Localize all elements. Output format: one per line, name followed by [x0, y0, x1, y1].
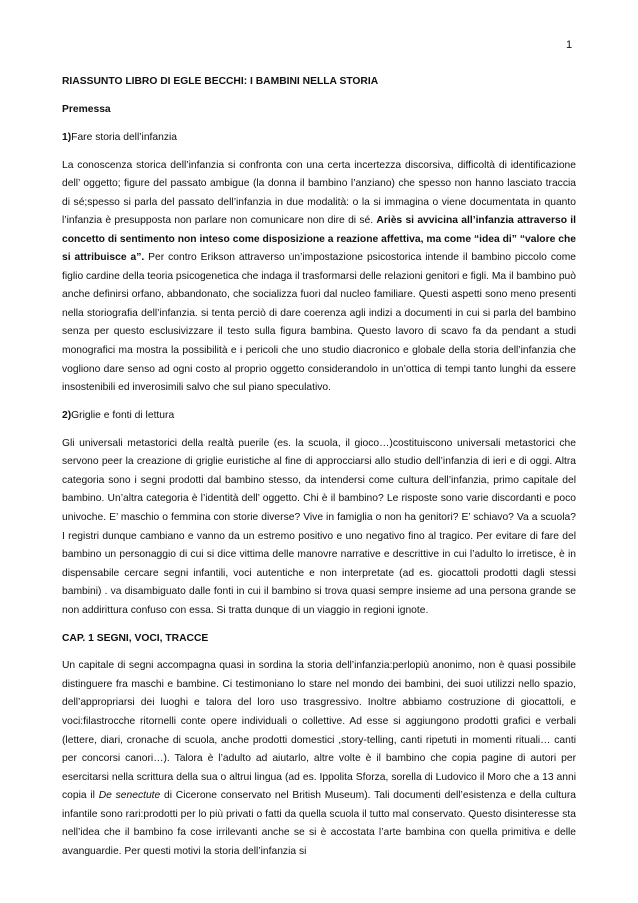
section-heading-premessa: Premessa — [62, 103, 111, 115]
section-1-paragraph — [62, 157, 576, 398]
section-2-number: 2) — [62, 409, 72, 421]
document-body — [62, 73, 576, 871]
section-1-heading — [62, 129, 576, 148]
section-2-heading — [62, 407, 576, 426]
section-2-title: Griglie e fonti di lettura — [71, 409, 175, 421]
chapter-1-text-b: di Cicerone conservato nel British Museum). Tali documenti dell’esistenza e della cultura infantile sono rari:prodotti per lo più privati o fatti da quella scuola il tutto mal conservato. Questo disinteresse sta nell’idea che il bambino fa cose irrilevanti anche se si è accostata l’arte bambina con quella primitiva e delle avanguardie. Per questi motivi la storia dell’infanzia si — [62, 790, 576, 857]
document-title: RIASSUNTO LIBRO DI EGLE BECCHI: I BAMBINI NELLA STORIA — [62, 76, 379, 87]
chapter-1-text-a: Un capitale di segni accompagna quasi in sordina la storia dell’infanzia:perlopiù anonimo, non è quasi possibile distinguere fra maschi e bambine. Ci testimoniano lo stare nel mondo dei bambini, dei suoi utilizzi nello spazio, dell’appropriarsi dei luoghi e talora del loro uso trasgressivo. Inoltre abbiamo costruzione di giocattoli, e voci:filastrocche ritornelli conte opere individuali o collettive. Ad esse si aggiungono prodotti grafici e verbali (lettere, diari, cronache di scuola, anche prodotti domestici ,story-telling, canti ripetuti in momenti rituali… canti per concorsi canori…). Talora è l’adulto ad aiutarlo, altre volte è il bambino che copia pagine di autori per esercitarsi nella scrittura della sua o altrui lingua (ad es. Ippolita Sforza, sorella di Ludovico il Moro che a 13 anni copia il — [62, 660, 576, 802]
chapter-1-heading: CAP. 1 SEGNI, VOCI, TRACCE — [62, 632, 209, 644]
page-number: 1 — [566, 39, 573, 51]
section-1-number: 1) — [62, 131, 72, 143]
section-1-text-b: Per contro Erikson attraverso un’impostazione psicostorica intende il bambino piccolo come figlio cardine della teoria psicogenetica che indaga il trasformarsi delle relazioni genitori e figli. Ma il bambino può anche definirsi orfano, abbandonato, che socializza fuori dal nucleo familiare. Questi aspetti sono meno presenti nella storiografia dell’infanzia. si tenta perciò di dare coerenza agli indizi a documenti in cui si parla del bambino senza per questo esclusivizzare il testo sulla figura bambina. Questo lavoro di scavo fa da pendant a studi monografici ma mostra la possibilità e i pericoli che uno studio diacronico e globale della storia dell’infanzia che vogliono dare senso ad ogni costo al proprio oggetto considerandolo in un’ottica di tempi tanto lunghi da essere insostenibili ed inverosimili salvo che sul piano speculativo. — [62, 252, 577, 394]
section-1-title: Fare storia dell’infanzia — [71, 131, 178, 143]
chapter-1-paragraph — [62, 657, 576, 861]
section-1-text-a: La conoscenza storica dell’infanzia si confronta con una certa incertezza discorsiva, difficoltà di identificazione dell’ oggetto; figure del passato ambigue (la donna il bambino l’anziano) che spesso non hanno lasciato traccia di sé;spesso si parla del passato dell’infanzia in due modalità: o la si immagina o viene documentata in quanto l’infanzia è presupposta non parlare non comunicare non dire di sé. — [62, 159, 576, 227]
chapter-1-italic-title: De senectute — [98, 790, 161, 802]
section-2-paragraph: Gli universali metastorici della realtà puerile (es. la scuola, il gioco…)costituiscono universali metastorici che servono peer la creazione di griglie euristiche al fine di approcciarsi allo studio dell’infanzia di ieri e di oggi. Altra categoria sono i segni prodotti dal bambino stesso, da intendersi come cultura dell’infanzia, primo capitale del bambino. Un’altra categoria è l’identità dell’ oggetto. Chi è il bambino? Le risposte sono varie discordanti e poco univoche. E’ maschio o femmina con storie diverse? Vive in famiglia o non ha genitori? E’ schiavo? Va a scuola? I registri dunque cambiano e vanno da un estremo positivo e uno negativo fino al tragico. Per evitare di fare del bambino un personaggio di cui si dice vittima delle manovre narrative e descrittive in cui l’adulto lo irretisce, è in dispensabile cercare segni infantili, voci autentiche e non interpretate (ad es. giocattoli prodotti dagli stessi bambini) . va disambiguato dalle fonti in cui il bambino si trova quasi sempre insieme ad una persona grande se non addirittura confuso con essa. Si tratta dunque di un viaggio in regioni ignote. — [62, 437, 576, 616]
section-1-bold-text: Ariès si avvicina all’infanzia attraverso il concetto di sentimento non inteso come disposizione a reazione affettiva, ma come “idea di” “valore che si attribuisce a”. — [62, 215, 577, 264]
